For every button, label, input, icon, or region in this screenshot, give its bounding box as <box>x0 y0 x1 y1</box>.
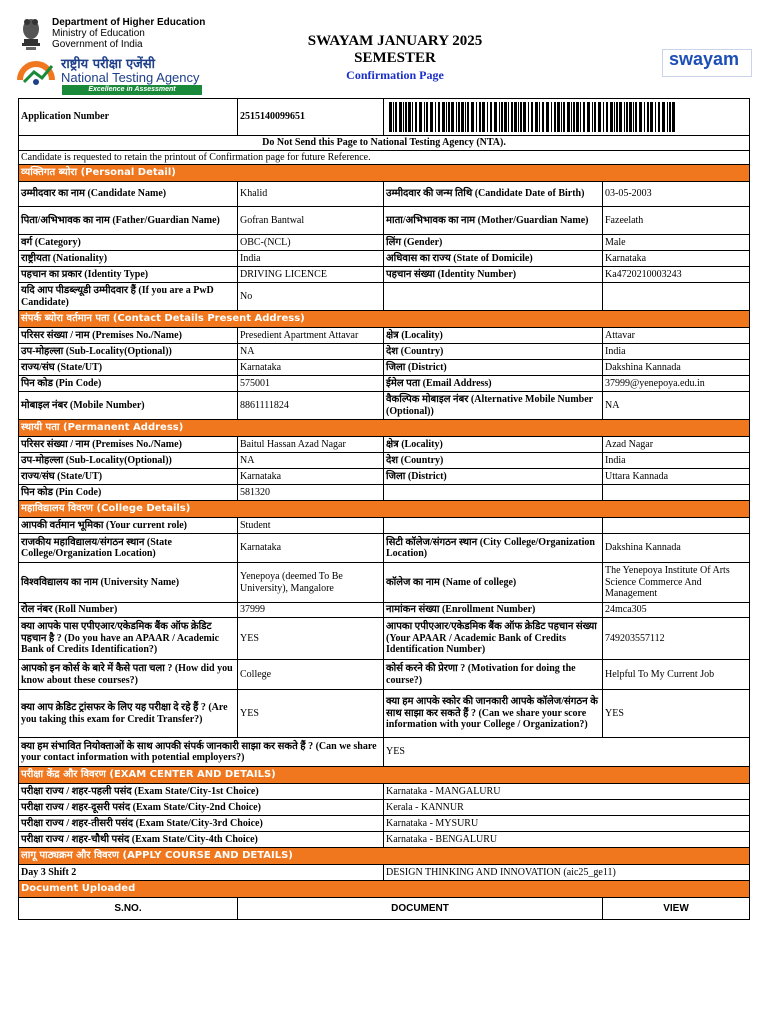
role-value: Student <box>238 518 384 534</box>
domicile-label: अधिवास का राज्य (State of Domicile) <box>384 251 603 267</box>
identity-type-value: DRIVING LICENCE <box>238 267 384 283</box>
premises-value: Presedient Apartment Attavar <box>238 328 384 344</box>
alt-mobile-label: वैकल्पिक मोबाइल नंबर (Alternative Mobile Number (Optional)) <box>384 392 603 420</box>
alt-mobile-value: NA <box>603 392 750 420</box>
col-document-header: DOCUMENT <box>238 898 603 920</box>
section-college: महाविद्यालय विवरण (College Details) <box>19 501 750 518</box>
empty-cell <box>603 518 750 534</box>
country-label: देश (Country) <box>384 344 603 360</box>
credit-transfer-label: क्या आप क्रेडिट ट्रांसफर के लिए यह परीक्षा दे रहे हैं ? (Are you taking this exam for Credit Transfer?) <box>19 690 238 738</box>
page-header <box>0 0 768 98</box>
nationality-label: राष्ट्रीयता (Nationality) <box>19 251 238 267</box>
category-label: वर्ग (Category) <box>19 235 238 251</box>
empty-cell <box>384 518 603 534</box>
do-not-send-notice: Do Not Send this Page to National Testing Agency (NTA). <box>19 136 750 151</box>
title-line-1: SWAYAM JANUARY 2025 <box>307 33 483 49</box>
gender-value: Male <box>603 235 750 251</box>
perm-country-value: India <box>603 453 750 469</box>
exam-choice-2-label: परीक्षा राज्य / शहर-दूसरी पसंद (Exam State/City-2nd Choice) <box>19 800 384 816</box>
section-permanent: स्थायी पता (Permanent Address) <box>19 420 750 437</box>
apaar-question-label: क्या आपके पास एपीएआर/एकेडमिक बैंक ऑफ क्रेडिट पहचान है ? (Do you have an APAAR / Academic Bank of Credits Identification?) <box>19 618 238 660</box>
pin-label: पिन कोड (Pin Code) <box>19 376 238 392</box>
father-name-label: पिता/अभिभावक का नाम (Father/Guardian Name) <box>19 207 238 235</box>
perm-district-value: Uttara Kannada <box>603 469 750 485</box>
perm-premises-label: परिसर संख्या / नाम (Premises No./Name) <box>19 437 238 453</box>
mobile-label: मोबाइल नंबर (Mobile Number) <box>19 392 238 420</box>
share-score-value: YES <box>603 690 750 738</box>
exam-choice-2-value: Kerala - KANNUR <box>384 800 750 816</box>
city-college-label: सिटी कॉलेज/संगठन स्थान (City College/Organization Location) <box>384 534 603 563</box>
apaar-id-label: आपका एपीएआर/एकेडमिक बैंक ऑफ क्रेडिट पहचान संख्या (Your APAAR / Academic Bank of Credits Identification Number) <box>384 618 603 660</box>
mobile-value: 8861111824 <box>238 392 384 420</box>
identity-number-value: Ka4720210003243 <box>603 267 750 283</box>
barcode-icon <box>387 102 677 132</box>
state-value: Karnataka <box>238 360 384 376</box>
goi-government: Government of India <box>52 39 143 50</box>
page-subtitle: Confirmation Page <box>346 68 444 82</box>
enrollment-number-label: नामांकन संख्या (Enrollment Number) <box>384 603 603 618</box>
premises-label: परिसर संख्या / नाम (Premises No./Name) <box>19 328 238 344</box>
national-emblem-icon <box>18 13 44 51</box>
goi-block <box>18 13 218 53</box>
enrollment-number-value: 24mca305 <box>603 603 750 618</box>
locality-label: क्षेत्र (Locality) <box>384 328 603 344</box>
share-contact-value: YES <box>384 738 750 767</box>
perm-premises-value: Baitul Hassan Azad Nagar <box>238 437 384 453</box>
apaar-question-value: YES <box>238 618 384 660</box>
page-title <box>250 33 540 67</box>
nta-tagline: Excellence in Assessment <box>62 85 202 95</box>
domicile-value: Karnataka <box>603 251 750 267</box>
apaar-id-value: 749203557112 <box>603 618 750 660</box>
mother-name-value: Fazeelath <box>603 207 750 235</box>
candidate-name-value: Khalid <box>238 182 384 207</box>
university-label: विश्वविद्यालय का नाम (University Name) <box>19 563 238 603</box>
course-name: DESIGN THINKING AND INNOVATION (aic25_ge11) <box>384 865 750 881</box>
empty-cell <box>603 283 750 311</box>
perm-district-label: जिला (District) <box>384 469 603 485</box>
father-name-value: Gofran Bantwal <box>238 207 384 235</box>
share-score-label: क्या हम आपके स्कोर की जानकारी आपके कॉलेज/संगठन के साथ साझा कर सकते हैं ? (Can we share your score information with your College / Organization?) <box>384 690 603 738</box>
roll-number-label: रोल नंबर (Roll Number) <box>19 603 238 618</box>
role-label: आपकी वर्तमान भूमिका (Your current role) <box>19 518 238 534</box>
application-number-label: Application Number <box>19 99 238 136</box>
perm-state-value: Karnataka <box>238 469 384 485</box>
email-value: 37999@yenepoya.edu.in <box>603 376 750 392</box>
barcode-cell <box>384 99 750 136</box>
share-contact-label: क्या हम संभावित नियोक्ताओं के साथ आपकी संपर्क जानकारी साझा कर सकते हैं ? (Can we share your contact information with potential employers?) <box>19 738 384 767</box>
application-row <box>19 99 750 136</box>
nta-block <box>16 58 206 98</box>
exam-choice-4-value: Karnataka - BENGALURU <box>384 832 750 848</box>
motivation-label: कोर्स करने की प्रेरणा ? (Motivation for doing the course?) <box>384 660 603 690</box>
pin-value: 575001 <box>238 376 384 392</box>
section-personal: व्यक्तिगत ब्योरा (Personal Detail) <box>19 165 750 182</box>
swayam-logo <box>662 43 752 77</box>
state-college-label: राजकीय महाविद्यालय/संगठन स्थान (State College/Organization Location) <box>19 534 238 563</box>
motivation-value: Helpful To My Current Job <box>603 660 750 690</box>
credit-transfer-value: YES <box>238 690 384 738</box>
exam-choice-1-value: Karnataka - MANGALURU <box>384 784 750 800</box>
goi-department: Department of Higher Education <box>52 17 206 28</box>
nta-logo-icon <box>16 60 56 88</box>
college-name-value: The Yenepoya Institute Of Arts Science Commerce And Management <box>603 563 750 603</box>
country-value: India <box>603 344 750 360</box>
identity-type-label: पहचान का प्रकार (Identity Type) <box>19 267 238 283</box>
course-shift: Day 3 Shift 2 <box>19 865 384 881</box>
locality-value: Attavar <box>603 328 750 344</box>
exam-choice-1-label: परीक्षा राज्य / शहर-पहली पसंद (Exam State/City-1st Choice) <box>19 784 384 800</box>
perm-country-label: देश (Country) <box>384 453 603 469</box>
candidate-name-label: उम्मीदवार का नाम (Candidate Name) <box>19 182 238 207</box>
perm-locality-label: क्षेत्र (Locality) <box>384 437 603 453</box>
district-value: Dakshina Kannada <box>603 360 750 376</box>
nationality-value: India <box>238 251 384 267</box>
exam-choice-3-label: परीक्षा राज्य / शहर-तीसरी पसंद (Exam State/City-3rd Choice) <box>19 816 384 832</box>
university-value: Yenepoya (deemed To Be University), Mangalore <box>238 563 384 603</box>
exam-choice-4-label: परीक्षा राज्य / शहर-चौथी पसंद (Exam State/City-4th Choice) <box>19 832 384 848</box>
perm-pin-value: 581320 <box>238 485 384 501</box>
pwd-label: यदि आप पीडब्ल्यूडी उम्मीदवार हैं (If you are a PwD Candidate) <box>19 283 238 311</box>
pwd-value: No <box>238 283 384 311</box>
confirmation-table <box>18 98 750 920</box>
exam-choice-3-value: Karnataka - MYSURU <box>384 816 750 832</box>
empty-cell <box>384 485 603 501</box>
nta-english-name: National Testing Agency <box>61 70 200 85</box>
how-know-label: आपको इन कोर्स के बारे में कैसे पता चला ? (How did you know about these courses?) <box>19 660 238 690</box>
district-label: जिला (District) <box>384 360 603 376</box>
dob-label: उम्मीदवार की जन्म तिथि (Candidate Date of Birth) <box>384 182 603 207</box>
sublocality-value: NA <box>238 344 384 360</box>
college-name-label: कॉलेज का नाम (Name of college) <box>384 563 603 603</box>
nta-hindi-name: राष्ट्रीय परीक्षा एजेंसी <box>61 57 155 72</box>
empty-cell <box>384 283 603 311</box>
goi-text <box>52 17 205 50</box>
retain-notice: Candidate is requested to retain the printout of Confirmation page for future Reference. <box>19 150 750 165</box>
dob-value: 03-05-2003 <box>603 182 750 207</box>
identity-number-label: पहचान संख्या (Identity Number) <box>384 267 603 283</box>
swayam-logo-text: swayam <box>669 49 740 69</box>
perm-locality-value: Azad Nagar <box>603 437 750 453</box>
application-number-value: 2515140099651 <box>238 99 384 136</box>
perm-pin-label: पिन कोड (Pin Code) <box>19 485 238 501</box>
state-college-value: Karnataka <box>238 534 384 563</box>
section-documents: Document Uploaded <box>19 881 750 898</box>
goi-ministry: Ministry of Education <box>52 28 145 39</box>
mother-name-label: माता/अभिभावक का नाम (Mother/Guardian Name) <box>384 207 603 235</box>
title-line-2: SEMESTER <box>354 50 436 66</box>
category-value: OBC-(NCL) <box>238 235 384 251</box>
section-course: लागू पाठ्यक्रम और विवरण (APPLY COURSE AND DETAILS) <box>19 848 750 865</box>
email-label: ईमेल पता (Email Address) <box>384 376 603 392</box>
sublocality-label: उप-मोहल्ला (Sub-Locality(Optional)) <box>19 344 238 360</box>
perm-sublocality-value: NA <box>238 453 384 469</box>
gender-label: लिंग (Gender) <box>384 235 603 251</box>
perm-sublocality-label: उप-मोहल्ला (Sub-Locality(Optional)) <box>19 453 238 469</box>
perm-state-label: राज्य/संघ (State/UT) <box>19 469 238 485</box>
state-label: राज्य/संघ (State/UT) <box>19 360 238 376</box>
col-sno-header: S.NO. <box>19 898 238 920</box>
city-college-value: Dakshina Kannada <box>603 534 750 563</box>
how-know-value: College <box>238 660 384 690</box>
section-exam: परीक्षा केंद्र और विवरण (EXAM CENTER AND DETAILS) <box>19 767 750 784</box>
col-view-header: VIEW <box>603 898 750 920</box>
section-contact: संपर्क ब्योरा वर्तमान पता (Contact Details Present Address) <box>19 311 750 328</box>
empty-cell <box>603 485 750 501</box>
roll-number-value: 37999 <box>238 603 384 618</box>
